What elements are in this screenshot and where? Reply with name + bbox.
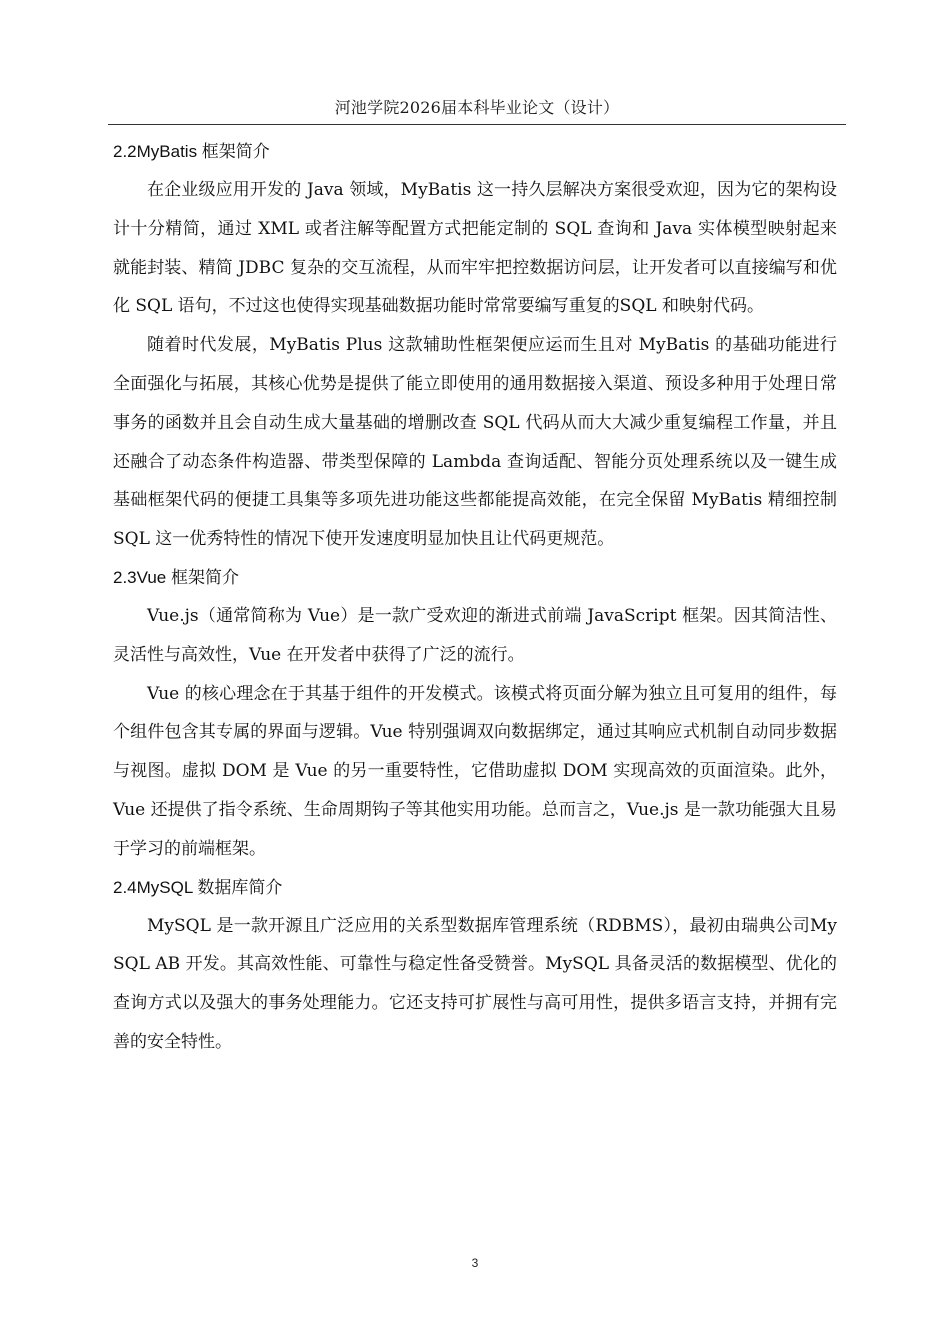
running-header: 河池学院2026届本科毕业论文（设计） (334, 98, 620, 117)
section-mybatis (113, 133, 837, 559)
paragraph-mysql-intro: MySQL 是一款开源且广泛应用的关系型数据库管理系统（RDBMS），最初由瑞典公司MySQL AB 开发。其高效性能、可靠性与稳定性备受赞誉。MySQL 具备灵活的数据模型、优化的查询方式以及强大的事务处理能力。它还支持可扩展性与高可用性，提供多语言支持，并拥有完善的安全特性。 (113, 915, 837, 1052)
page-number: 3 (471, 1256, 479, 1270)
section-heading-vue: 2.3Vue 框架简介 (113, 567, 239, 587)
paragraph-mybatis-intro: 在企业级应用开发的 Java 领域，MyBatis 这一持久层解决方案很受欢迎，因为它的架构设计十分精简，通过 XML 或者注解等配置方式把能定制的 SQL 查询和 Java 实体模型映射起来就能封装、精简 JDBC 复杂的交互流程，从而牢牢把控数据访问层，让开发者可以直接编写和优化 SQL 语句，不过这也使得实现基础数据功能时常常要编写重复的SQL 和映射代码。 (113, 180, 837, 317)
header-divider (108, 124, 846, 125)
section-mysql (113, 869, 837, 1062)
page-body (113, 133, 837, 1062)
section-heading-mybatis: 2.2MyBatis 框架简介 (113, 142, 270, 161)
paragraph-mybatis-plus: 随着时代发展，MyBatis Plus 这款辅助性框架便应运而生且对 MyBatis 的基础功能进行全面强化与拓展，其核心优势是提供了能立即使用的通用数据接入渠道、预设多种用于处理日常事务的函数并且会自动生成大量基础的增删改查 SQL 代码从而大大减少重复编程工作量，并且还融合了动态条件构造器、带类型保障的 Lambda 查询适配、智能分页处理系统以及一键生成基础框架代码的便捷工具集等多项先进功能这些都能提高效能，在完全保留 MyBatis 精细控制 SQL 这一优秀特性的情况下使开发速度明显加快且让代码更规范。 (113, 335, 837, 550)
paragraph-vue-core: Vue 的核心理念在于其基于组件的开发模式。该模式将页面分解为独立且可复用的组件，每个组件包含其专属的界面与逻辑。Vue 特别强调双向数据绑定，通过其响应式机制自动同步数据与视图。虚拟 DOM 是 Vue 的另一重要特性，它借助虚拟 DOM 实现高效的页面渲染。此外，Vue 还提供了指令系统、生命周期钩子等其他实用功能。总而言之，Vue.js 是一款功能强大且易于学习的前端框架。 (113, 683, 837, 859)
paragraph-vue-intro: Vue.js（通常简称为 Vue）是一款广受欢迎的渐进式前端 JavaScript 框架。因其简洁性、灵活性与高效性，Vue 在开发者中获得了广泛的流行。 (113, 605, 837, 665)
section-heading-mysql: 2.4MySQL 数据库简介 (113, 877, 283, 897)
section-vue (113, 559, 837, 869)
